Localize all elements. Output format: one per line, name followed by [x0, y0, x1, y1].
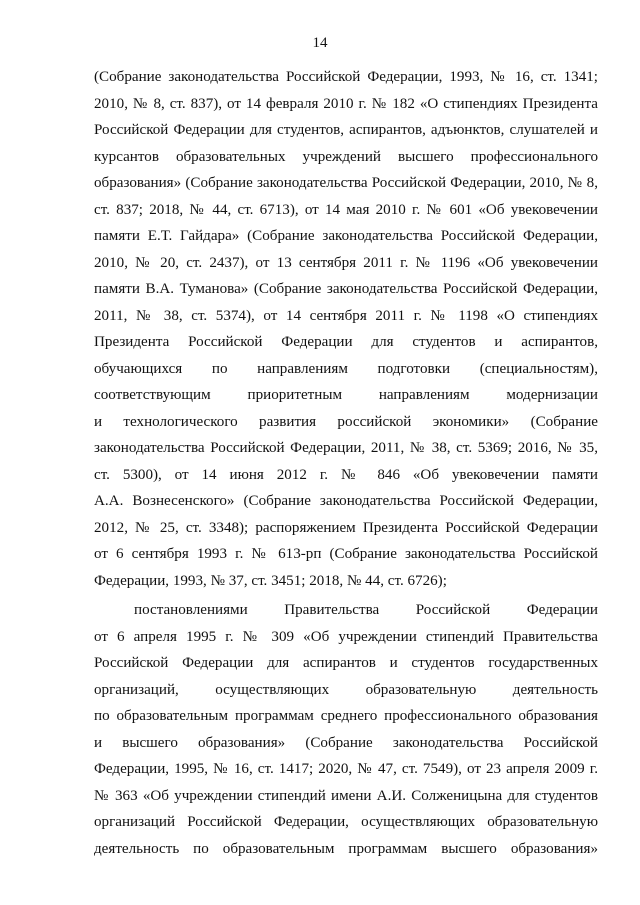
text-line: 2012, № 25, ст. 3348); распоряжением Президента Российской Федерации	[94, 519, 598, 536]
text-line: организаций, осуществляющих образовательную деятельность	[94, 681, 598, 698]
text-line: ст. 5300), от 14 июня 2012 г. № 846 «Об увековечении памяти	[94, 466, 598, 483]
text-line: от 6 сентября 1993 г. № 613-рп (Собрание законодательства Российской	[94, 546, 598, 562]
page-number: 14	[312, 35, 328, 51]
text-line: 2010, № 20, ст. 2437), от 13 сентября 2011 г. № 1196 «Об увековечении	[94, 254, 598, 271]
text-line: 2010, № 8, ст. 837), от 14 февраля 2010 г. № 182 «О стипендиях Президента	[94, 95, 598, 112]
text-line: по образовательным программам среднего профессионального образования	[94, 708, 598, 724]
text-line: Президента Российской Федерации для студентов и аспирантов,	[94, 334, 598, 350]
text-line: деятельность по образовательным программам высшего образования»	[94, 840, 598, 857]
text-line: и технологического развития российской экономики» (Собрание	[94, 413, 598, 430]
text-line: Российской Федерации для студентов, аспирантов, адъюнктов, слушателей и	[94, 122, 598, 138]
text-line: образования» (Собрание законодательства Российской Федерации, 2010, № 8,	[94, 175, 598, 191]
text-line: постановлениями Правительства Российской Федерации	[134, 602, 598, 618]
document-body	[94, 64, 598, 862]
paragraph-1	[94, 64, 598, 594]
text-line: законодательства Российской Федерации, 2011, № 38, ст. 5369; 2016, № 35,	[94, 440, 598, 456]
text-line: от 6 апреля 1995 г. № 309 «Об учреждении стипендий Правительства	[94, 628, 598, 645]
text-line: ст. 837; 2018, № 44, ст. 6713), от 14 мая 2010 г. № 601 «Об увековечении	[94, 201, 598, 218]
text-line: Федерации, 1993, № 37, ст. 3451; 2018, № 44, ст. 6726);	[94, 572, 447, 589]
text-line: Российской Федерации для аспирантов и студентов государственных	[94, 655, 598, 671]
text-line: памяти В.А. Туманова» (Собрание законодательства Российской Федерации,	[94, 281, 598, 297]
text-line: № 363 «Об учреждении стипендий имени А.И. Солженицына для студентов	[94, 787, 598, 804]
text-line: Федерации, 1995, № 16, ст. 1417; 2020, № 47, ст. 7549), от 23 апреля 2009 г.	[94, 761, 598, 777]
text-line: и высшего образования» (Собрание законодательства Российской	[94, 734, 598, 751]
text-line: 2011, № 38, ст. 5374), от 14 сентября 2011 г. № 1198 «О стипендиях	[94, 307, 598, 324]
text-line: соответствующим приоритетным направлениям модернизации	[94, 387, 598, 403]
text-line: организаций Российской Федерации, осуществляющих образовательную	[94, 814, 598, 830]
text-line: обучающихся по направлениям подготовки (специальностям),	[94, 360, 598, 377]
text-line: (Собрание законодательства Российской Федерации, 1993, № 16, ст. 1341;	[94, 69, 598, 85]
text-line: курсантов образовательных учреждений высшего профессионального	[94, 148, 598, 165]
text-line: А.А. Вознесенского» (Собрание законодательства Российской Федерации,	[94, 493, 598, 509]
text-line: памяти Е.Т. Гайдара» (Собрание законодательства Российской Федерации,	[94, 228, 598, 244]
paragraph-2	[94, 597, 598, 862]
